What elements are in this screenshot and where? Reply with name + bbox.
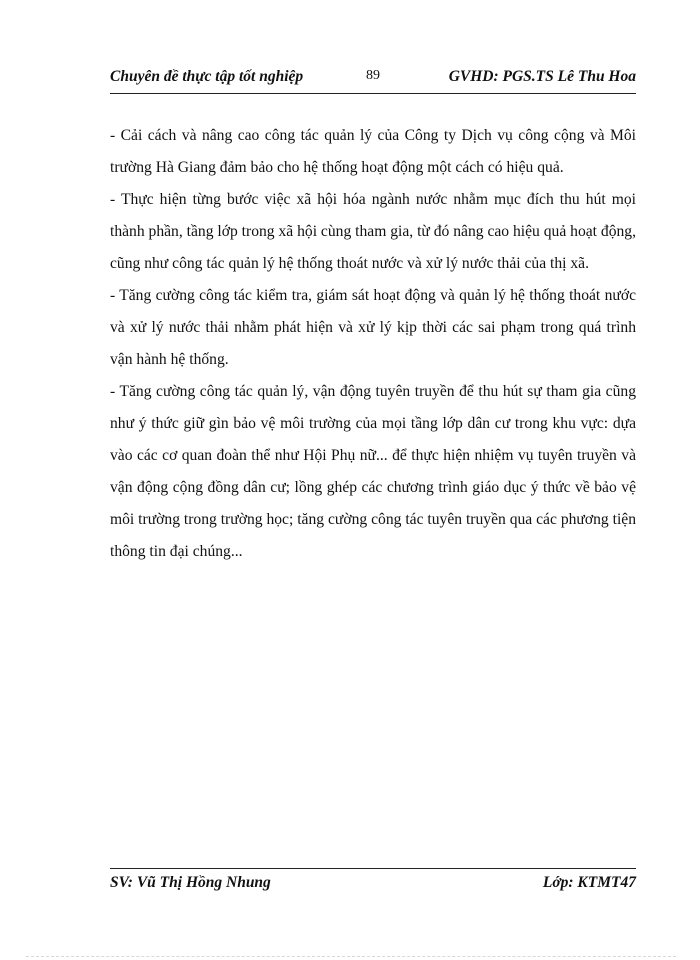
page-footer (110, 874, 636, 898)
header-advisor: GVHD: PGS.TS Lê Thu Hoa (448, 68, 636, 85)
header-rule (110, 93, 636, 94)
footer-class: Lớp: KTMT47 (542, 874, 636, 891)
body-text (110, 120, 636, 568)
page-break-line (26, 956, 676, 957)
footer-rule (110, 868, 636, 869)
paragraph: - Tăng cường công tác quản lý, vận động tuyên truyền để thu hút sự tham gia cũng như ý thức giữ gìn bảo vệ môi trường của mọi tầng lớp dân cư trong khu vực: dựa vào các cơ quan đoàn thể như Hội Phụ nữ... để thực hiện nhiệm vụ tuyên truyền và vận động cộng đồng dân cư; lồng ghép các chương trình giáo dục ý thức về bảo vệ môi trường trong trường học; tăng cường công tác tuyên truyền qua các phương tiện thông tin đại chúng... (110, 383, 636, 560)
paragraph: - Tăng cường công tác kiểm tra, giám sát hoạt động và quản lý hệ thống thoát nước và xử lý nước thải nhằm phát hiện và xử lý kịp thời các sai phạm trong quá trình vận hành hệ thống. (110, 287, 636, 368)
footer-student: SV: Vũ Thị Hồng Nhung (110, 874, 271, 891)
paragraph: - Cải cách và nâng cao công tác quản lý của Công ty Dịch vụ công cộng và Môi trường Hà Giang đảm bảo cho hệ thống hoạt động một cách có hiệu quả. (110, 127, 636, 176)
page-number: 89 (366, 68, 380, 83)
page-header (110, 66, 636, 92)
header-title: Chuyên đề thực tập tốt nghiệp (110, 68, 304, 85)
paragraph: - Thực hiện từng bước việc xã hội hóa ngành nước nhằm mục đích thu hút mọi thành phần, tầng lớp trong xã hội cùng tham gia, từ đó nâng cao hiệu quả hoạt động, cũng như công tác quản lý hệ thống thoát nước và xử lý nước thải của thị xã. (110, 191, 636, 272)
